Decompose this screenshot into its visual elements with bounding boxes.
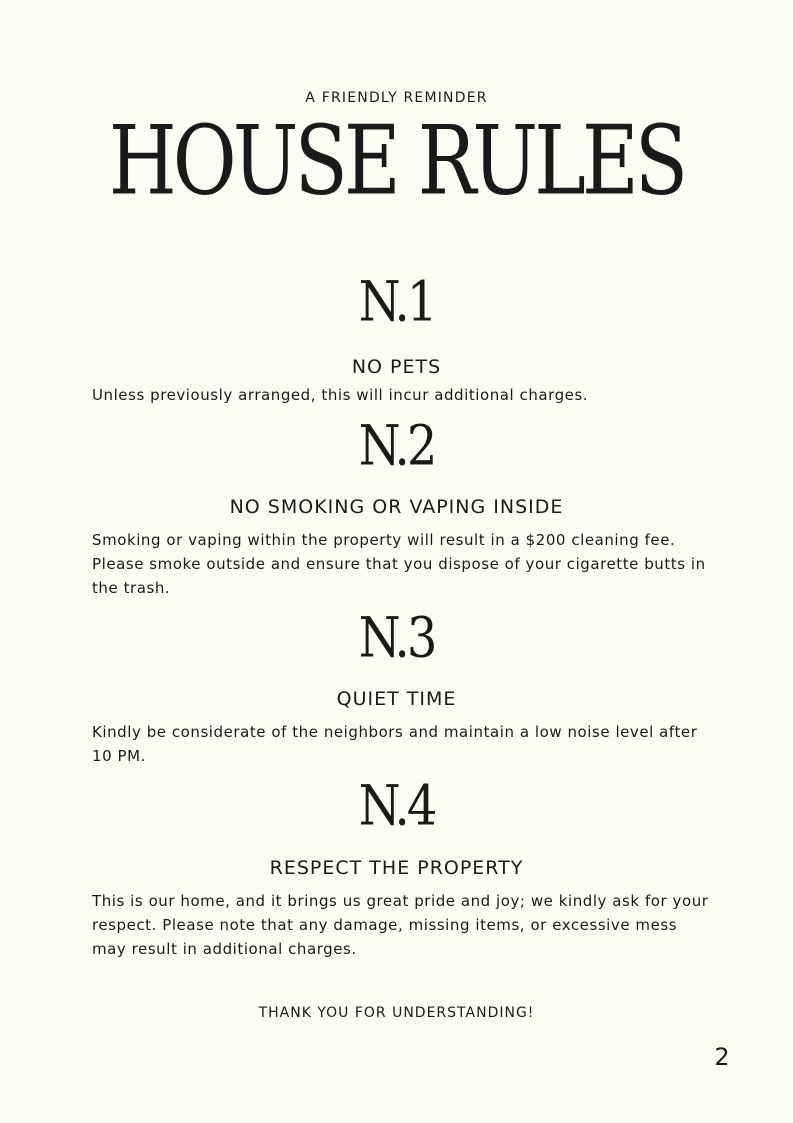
page-number: 2 — [714, 1043, 730, 1071]
rule-2-number: N.2 — [358, 413, 435, 479]
rule-4-body: This is our home, and it brings us great pride and joy; we kindly ask for your respect. Please note that any damage, missing items, or excessive mess may result in additional charges. — [92, 892, 709, 958]
rule-3-title: QUIET TIME — [336, 688, 457, 710]
rule-1-body: Unless previously arranged, this will incur additional charges. — [92, 386, 589, 404]
thank-you-text: THANK YOU FOR UNDERSTANDING! — [258, 1005, 535, 1021]
kicker-text: A FRIENDLY REMINDER — [305, 90, 488, 106]
rule-4-number: N.4 — [358, 773, 435, 839]
rule-4-title: RESPECT THE PROPERTY — [269, 857, 524, 879]
rule-2-title: NO SMOKING OR VAPING INSIDE — [229, 496, 564, 518]
rule-3-number: N.3 — [358, 605, 435, 671]
rule-1-number: N.1 — [358, 269, 435, 335]
rule-3-body: Kindly be considerate of the neighbors and maintain a low noise level after 10 PM. — [92, 723, 698, 765]
rule-1-title: NO PETS — [351, 356, 442, 378]
rule-2-body: Smoking or vaping within the property will result in a $200 cleaning fee. Please smoke outside and ensure that you dispose of your cigarette butts in the trash. — [92, 531, 706, 597]
page-title: HOUSE RULES — [108, 107, 685, 217]
